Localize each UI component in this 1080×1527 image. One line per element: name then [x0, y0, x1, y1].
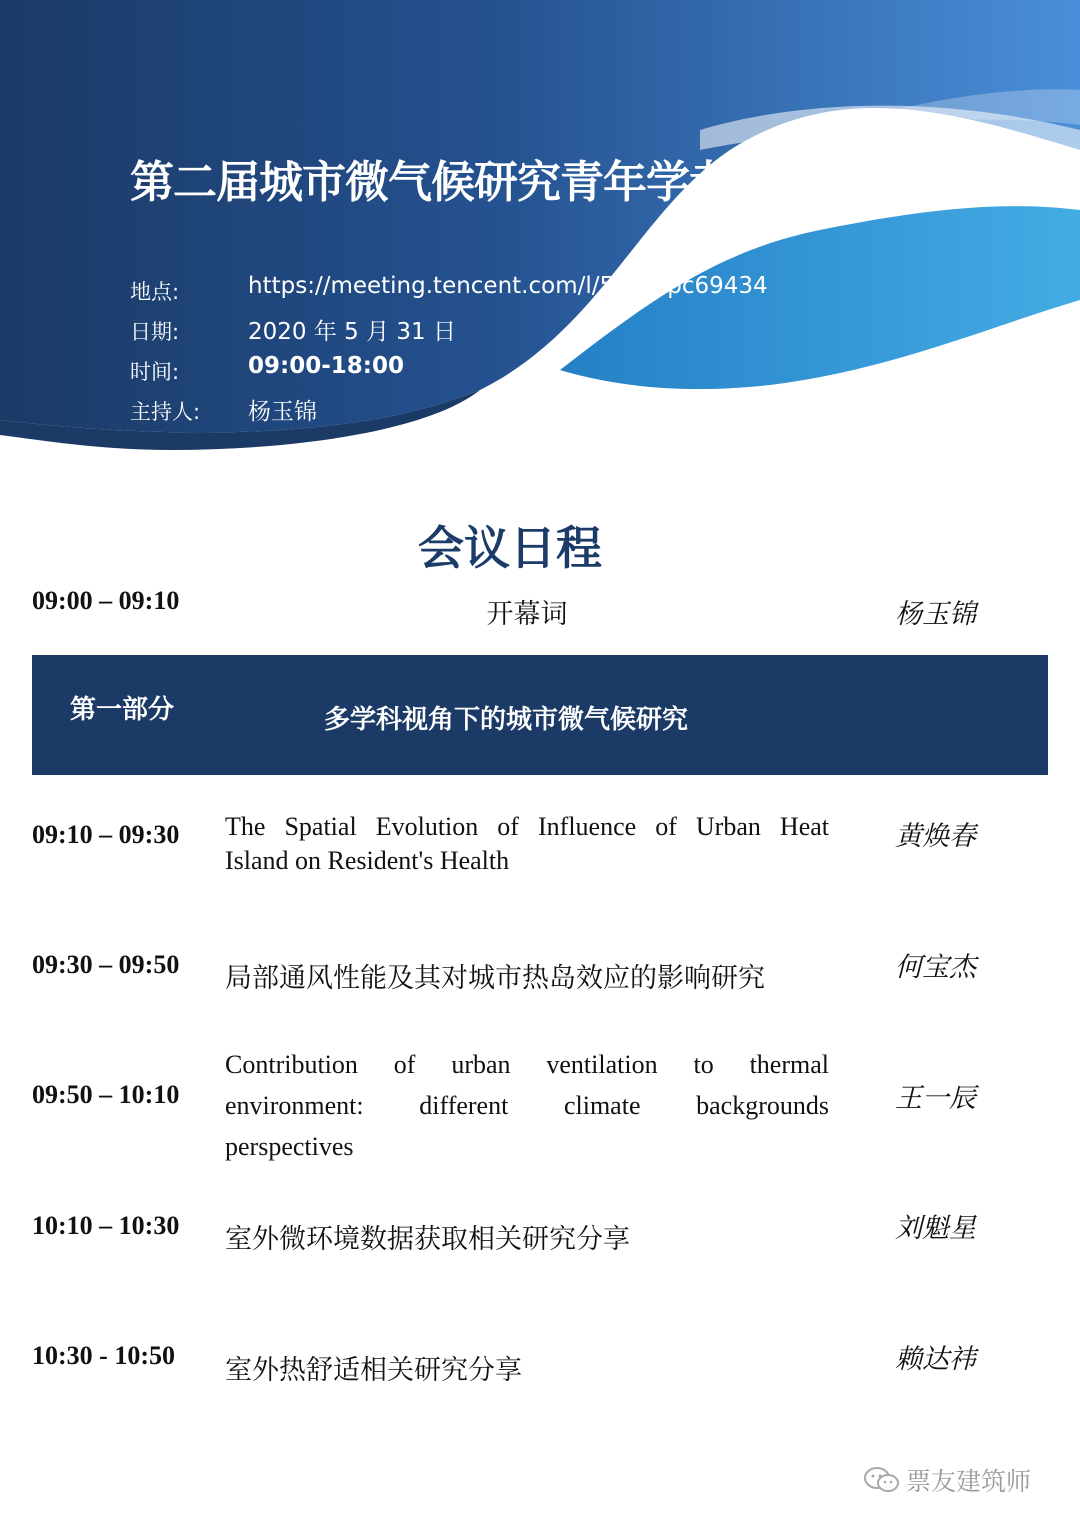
item-time-4: 10:10 – 10:30 — [32, 1211, 180, 1240]
section-name: 多学科视角下的城市微气候研究 — [324, 705, 689, 735]
item-topic-2: 局部通风性能及其对城市热岛效应的影响研究 — [225, 963, 765, 994]
item-topic-3-line1: Contribution of urban ventilation to thermal — [225, 1050, 829, 1079]
wechat-icon — [862, 1465, 902, 1501]
item-topic-3-line3: perspectives — [225, 1132, 354, 1161]
item-speaker-4: 刘魁星 — [895, 1213, 976, 1244]
item-speaker-5: 赖达祎 — [895, 1344, 976, 1375]
item-topic-1 — [225, 810, 829, 878]
section-band — [32, 655, 1048, 775]
watermark — [862, 1462, 1031, 1501]
info-row-host — [130, 396, 830, 432]
item-speaker-3: 王一辰 — [895, 1083, 976, 1114]
opening-topic: 开幕词 — [486, 599, 568, 630]
opening-time: 09:00 – 09:10 — [32, 586, 180, 615]
item-topic-4: 室外微环境数据获取相关研究分享 — [225, 1224, 630, 1255]
forum-title: 第二届城市微气候研究青年学者网络论坛 — [130, 157, 904, 208]
meeting-link[interactable]: https://meeting.tencent.com/l/5gf2Bpc69434 — [248, 273, 768, 299]
item-topic-5: 室外热舒适相关研究分享 — [225, 1355, 522, 1386]
info-row-location — [130, 273, 830, 312]
watermark-text: 票友建筑师 — [906, 1467, 1032, 1496]
item-topic-3 — [225, 1044, 829, 1167]
item-time-1: 09:10 – 09:30 — [32, 820, 180, 849]
date-value: 2020 年 5 月 31 日 — [248, 319, 456, 345]
item-time-2: 09:30 – 09:50 — [32, 950, 180, 979]
item-time-5: 10:30 - 10:50 — [32, 1341, 175, 1370]
item-speaker-1: 黄焕春 — [895, 821, 976, 852]
section-label: 第一部分 — [70, 695, 175, 725]
item-topic-3-line2: environment: different climate backgrounds — [225, 1091, 829, 1120]
info-row-time — [130, 353, 830, 392]
item-topic-1-line1: The Spatial Evolution of Influence of Urban Heat — [225, 812, 829, 841]
location-label: 地点: — [130, 280, 180, 304]
date-label: 日期: — [130, 320, 180, 344]
time-value: 09:00-18:00 — [248, 353, 404, 379]
host-label: 主持人: — [130, 400, 201, 424]
item-speaker-2: 何宝杰 — [895, 952, 976, 983]
time-label: 时间: — [130, 360, 180, 384]
agenda-title: 会议日程 — [418, 521, 602, 575]
item-topic-1-line2: Island on Resident's Health — [225, 846, 510, 875]
info-row-date — [130, 316, 830, 352]
host-value: 杨玉锦 — [248, 399, 317, 425]
item-time-3: 09:50 – 10:10 — [32, 1080, 180, 1109]
opening-speaker: 杨玉锦 — [895, 599, 976, 630]
